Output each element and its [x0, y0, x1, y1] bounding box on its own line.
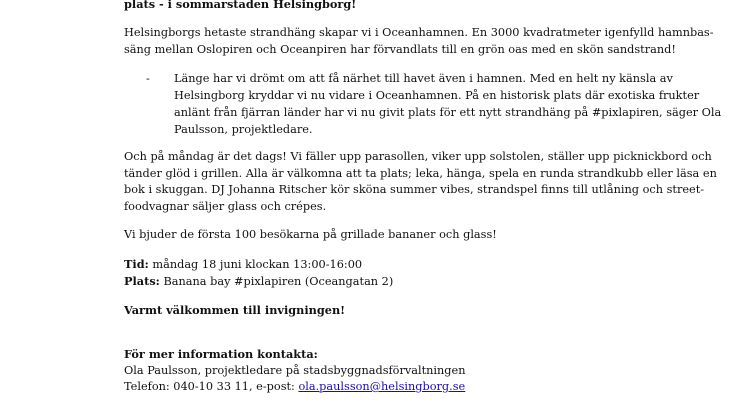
intro-line-1: Helsingborgs hetaste strandhäng skapar vi i Oceanhamnen. En 3000 kvadratmeter igenfylld hamnbas-: [124, 26, 714, 39]
body-line-3: bok i skuggan. DJ Johanna Ritscher kör sköna summer vibes, strandspel finns till utlåning och street-: [124, 183, 705, 196]
place-row: [124, 273, 393, 290]
body-line-1: Och på måndag är det dags! Vi fäller upp parasollen, viker upp solstolen, ställer upp picknickbord och: [124, 150, 712, 163]
contact-phone-row: [124, 378, 465, 395]
body-line-2: tänder glöd i grillen. Alla är välkomna att ta plats; leka, hänga, spela en runda strandkubb eller läsa en: [124, 167, 717, 180]
time-label: Tid:: [124, 257, 149, 271]
quote-line-1: Länge har vi drömt om att få närhet till havet även i hamnen. Med en helt ny känsla av: [174, 72, 673, 85]
offer-text: Vi bjuder de första 100 besökarna på grillade bananer och glass!: [124, 228, 497, 241]
contact-phone: Telefon: 040-10 33 11, e-post:: [124, 380, 299, 393]
place-value: Banana bay #pixlapiren (Oceangatan 2): [159, 275, 394, 288]
quote-bullet: -: [146, 72, 150, 85]
welcome-text: Varmt välkommen till invigningen!: [124, 303, 346, 317]
heading-subtitle: plats - i sommarstaden Helsingborg!: [124, 0, 357, 11]
quote-line-3: anlänt från fjärran länder har vi nu givit plats för ett nytt strandhäng på #pixlapiren, säger Ola: [174, 106, 722, 119]
quote-line-4: Paulsson, projektledare.: [174, 123, 313, 136]
time-value: måndag 18 juni klockan 13:00-16:00: [148, 258, 363, 271]
contact-email-link[interactable]: ola.paulsson@helsingborg.se: [298, 380, 466, 393]
place-label: Plats:: [124, 274, 160, 288]
quote-line-2: Helsingborg kryddar vi nu vidare i Oceanhamnen. På en historisk plats där exotiska frukter: [174, 89, 700, 102]
intro-line-2: säng mellan Oslopiren och Oceanpiren har förvandlats till en grön oas med en skön sandstrand!: [124, 43, 676, 56]
contact-heading: För mer information kontakta:: [124, 347, 318, 361]
contact-name: Ola Paulsson, projektledare på stadsbyggnadsförvaltningen: [124, 364, 466, 377]
body-line-4: foodvagnar säljer glass och crépes.: [124, 200, 327, 213]
time-row: [124, 256, 362, 273]
